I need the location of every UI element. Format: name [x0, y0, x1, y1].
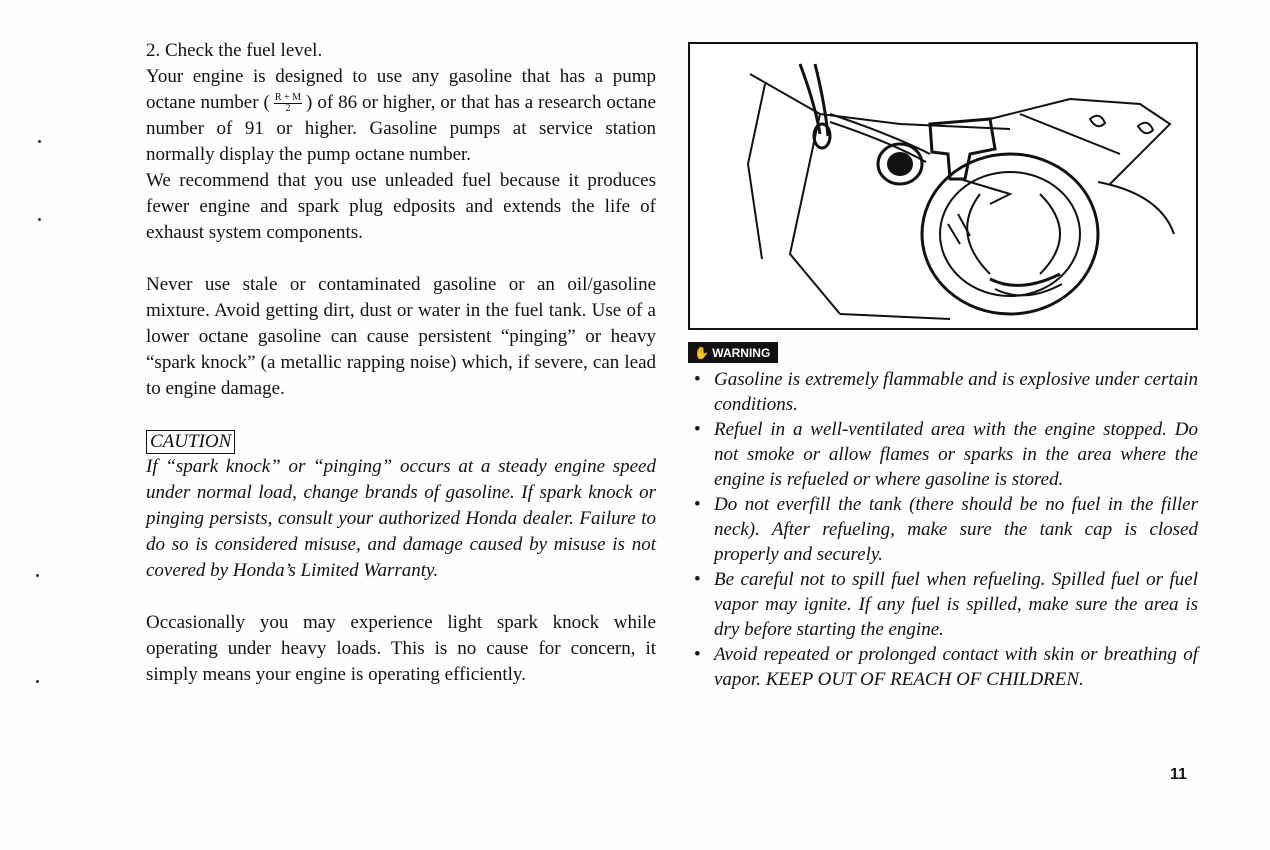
engine-fuel-tank-illustration	[688, 42, 1198, 330]
unleaded-paragraph: We recommend that you use unleaded fuel because it produces fewer engine and spark plug edposits and extends the life of exhaust system components.	[146, 170, 656, 243]
bullet-icon: •	[694, 369, 701, 390]
page-number: 11	[1170, 766, 1187, 783]
warning-list	[688, 367, 1198, 692]
caution-label: CAUTION	[146, 430, 235, 454]
octane-formula-denominator: 2	[285, 103, 291, 115]
warning-text: Do not everfill the tank (there should be no fuel in the filler neck). After refueling, make sure the tank cap is closed properly and securely.	[714, 494, 1198, 565]
warning-item	[688, 567, 1198, 642]
warning-text: Be careful not to spill fuel when refueling. Spilled fuel or fuel vapor may ignite. If any fuel is spilled, make sure the area is dry before starting the engine.	[714, 569, 1198, 640]
warning-text: Gasoline is extremely flammable and is explosive under certain conditions.	[714, 369, 1198, 415]
warning-item	[688, 492, 1198, 567]
left-column	[146, 38, 656, 688]
warning-text: Avoid repeated or prolonged contact with skin or breathing of vapor. KEEP OUT OF REACH OF CHILDREN.	[714, 644, 1198, 690]
octane-paragraph	[146, 64, 656, 168]
contaminated-paragraph: Never use stale or contaminated gasoline or an oil/gasoline mixture. Avoid getting dirt, dust or water in the fuel tank. Use of a lower octane gasoline can cause persistent “pinging” or heavy “spark knock” (a metallic rapping noise) which, if severe, can lead to engine damage.	[146, 274, 656, 399]
engine-illustration-svg	[690, 44, 1196, 328]
warning-label-text: WARNING	[712, 346, 771, 360]
warning-item	[688, 367, 1198, 417]
right-column	[688, 42, 1198, 692]
bullet-icon: •	[694, 569, 701, 590]
bullet-icon: •	[694, 494, 701, 515]
octane-text-end: ) of 86 or higher, or that has a research octane number of 91 or higher. Gasoline pumps at service station normally display the pump octane number.	[146, 92, 656, 165]
octane-text-start: Your engine is designed to use any gasoline that has a pump octane number (	[146, 66, 656, 113]
warning-label	[688, 342, 778, 363]
hand-warning-icon: ✋	[694, 346, 713, 360]
scan-speck	[36, 680, 39, 683]
scan-speck	[38, 140, 41, 143]
octane-formula	[274, 93, 302, 114]
scan-speck	[38, 218, 41, 221]
scan-speck	[36, 574, 39, 577]
bullet-icon: •	[694, 419, 701, 440]
caution-text: If “spark knock” or “pinging” occurs at a steady engine speed under normal load, change brands of gasoline. If spark knock or pinging persists, consult your authorized Honda dealer. Failure to do so is considered misuse, and damage caused by misuse is not covered by Honda’s Limited Warranty.	[146, 456, 656, 581]
spark-knock-paragraph: Occasionally you may experience light spark knock while operating under heavy loads. This is no cause for concern, it simply means your engine is operating efficiently.	[146, 612, 656, 685]
warning-item	[688, 417, 1198, 492]
warning-item	[688, 642, 1198, 692]
bullet-icon: •	[694, 644, 701, 665]
warning-text: Refuel in a well-ventilated area with the engine stopped. Do not smoke or allow flames or sparks in the area where the engine is refueled or where gasoline is stored.	[714, 419, 1198, 490]
octane-formula-numerator: R + M	[274, 92, 302, 104]
section-heading: 2. Check the fuel level.	[146, 40, 323, 61]
